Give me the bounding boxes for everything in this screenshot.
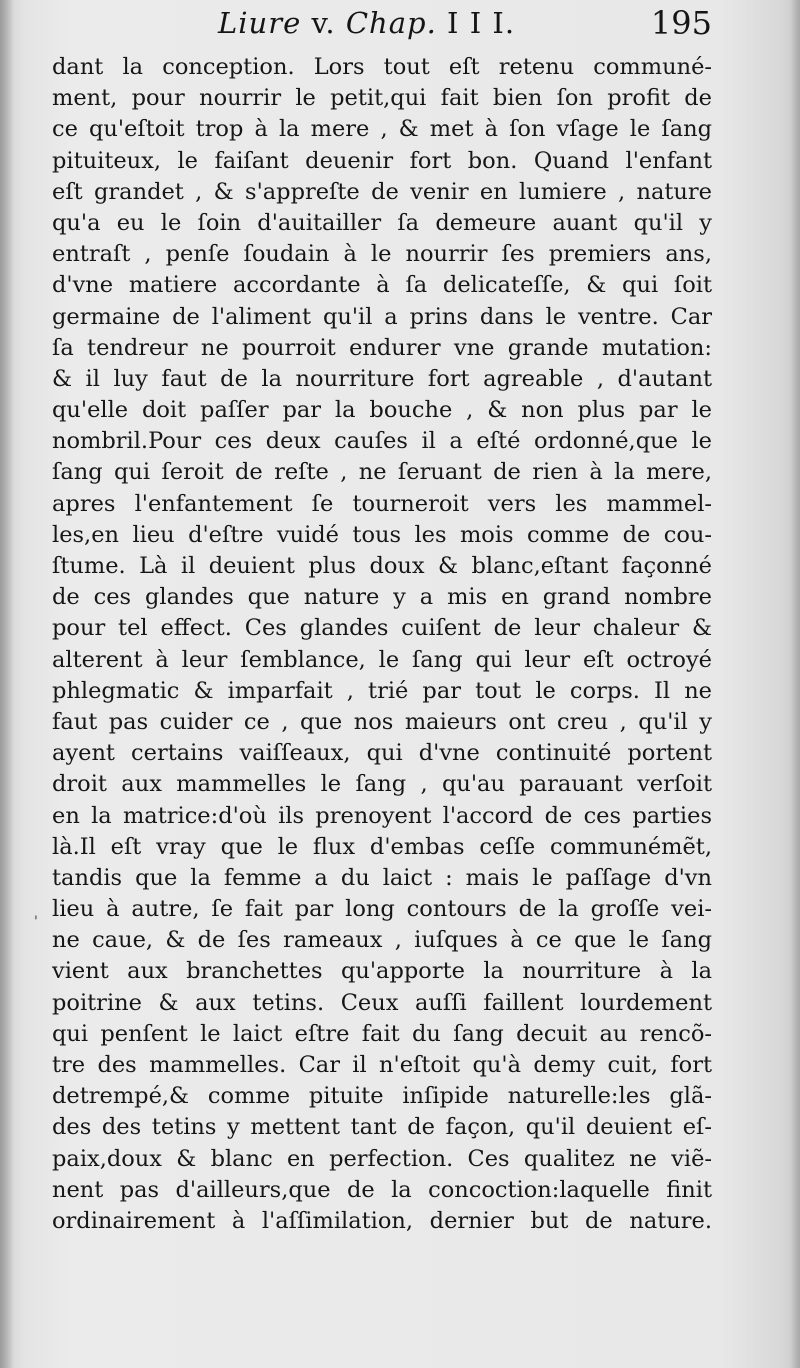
margin-mark: ' xyxy=(34,914,38,930)
text-line: qu'a eu le ſoin d'auitailler ſa demeure auant qu'il y xyxy=(52,209,712,236)
text-line: germaine de l'aliment qu'il a prins dans le ventre. Car xyxy=(52,303,712,330)
text-line: pituiteux, le faiſant deuenir fort bon. Quand l'enfant xyxy=(52,147,712,174)
text-line: en la matrice:d'où ils prenoyent l'accord de ces parties xyxy=(52,802,712,829)
text-line: entraſt , penſe ſoudain à le nourrir ſes premiers ans, xyxy=(52,241,712,268)
text-line: ſtume. Là il deuient plus doux & blanc,eſtant façonné xyxy=(52,553,712,579)
text-line: ſang qui ſeroit de reſte , ne ſeruant de rien à la mere, xyxy=(52,459,712,486)
text-line: ayent certains vaiſſeaux, qui d'vne continuité portent xyxy=(52,740,712,767)
text-line: pour tel effect. Ces glandes cuiſent de leur chaleur & xyxy=(52,615,712,642)
text-line: d'vne matiere accordante à ſa delicateſſe, & qui ſoit xyxy=(52,272,712,299)
text-line: tandis que la femme a du laict : mais le paſſage d'vn xyxy=(52,864,712,891)
running-head xyxy=(218,6,515,40)
running-head-book-number: v. xyxy=(301,6,346,40)
text-line: les,en lieu d'eſtre vuidé tous les mois comme de cou- xyxy=(52,521,712,548)
text-line: tre des mammelles. Car il n'eſtoit qu'à demy cuit, fort xyxy=(52,1052,712,1078)
text-line: ce qu'eſtoit trop à la mere , & met à ſon vſage le ſang xyxy=(52,116,712,143)
body-text xyxy=(52,52,712,1237)
text-line: detrempé,& comme pituite inſipide naturelle:les glã- xyxy=(52,1083,712,1110)
text-line: ne caue, & de ſes rameaux , iuſques à ce que le ſang xyxy=(52,927,712,954)
text-line: poitrine & aux tetins. Ceux auſſi faillent lourdement xyxy=(52,989,712,1016)
text-line: paix,doux & blanc en perfection. Ces qualitez ne viẽ- xyxy=(52,1145,712,1172)
text-line: là.Il eſt vray que le flux d'embas ceſſe communémẽt, xyxy=(52,833,712,860)
text-line: faut pas cuider ce , que nos maieurs ont creu , qu'il y xyxy=(52,708,712,735)
text-line: dant la conception. Lors tout eſt retenu communé- xyxy=(52,54,712,80)
text-line: qui penſent le laict eſtre fait du ſang decuit au rencõ- xyxy=(52,1020,712,1047)
text-line: apres l'enfantement ſe tourneroit vers les mammel- xyxy=(52,490,712,517)
text-line: nent pas d'ailleurs,que de la concoction:laquelle finit xyxy=(52,1176,712,1203)
running-head-livre: Liure xyxy=(218,6,302,40)
text-line: ordinairement à l'aſſimilation, dernier but de nature. xyxy=(52,1207,712,1234)
text-line: des des tetins y mettent tant de façon, qu'il deuient eſ- xyxy=(52,1114,712,1141)
page-number: 195 xyxy=(650,4,712,42)
text-line: droit aux mammelles le ſang , qu'au parauant verſoit xyxy=(52,771,712,798)
text-line: ment, pour nourrir le petit,qui fait bien ſon profit de xyxy=(52,85,712,112)
page-header xyxy=(52,2,712,50)
text-line: lieu à autre, ſe fait par long contours de la groſſe vei- xyxy=(52,896,712,923)
text-line: eſt grandet , & s'appreſte de venir en lumiere , nature xyxy=(52,178,712,205)
text-line: de ces glandes que nature y a mis en grand nombre xyxy=(52,584,712,611)
text-line: qu'elle doit paſſer par la bouche , & non plus par le xyxy=(52,397,712,424)
running-head-chapter: Chap. xyxy=(345,6,437,40)
text-line: ſa tendreur ne pourroit endurer vne grande mutation: xyxy=(52,334,712,361)
text-line: nombril.Pour ces deux cauſes il a eſté ordonné,que le xyxy=(52,428,712,455)
text-line: vient aux branchettes qu'apporte la nourriture à la xyxy=(52,958,712,985)
text-line: alterent à leur ſemblance, le ſang qui leur eſt octroyé xyxy=(52,646,712,673)
text-line: phlegmatic & imparfait , trié par tout le corps. Il ne xyxy=(52,677,712,704)
running-head-chapter-number: I I I. xyxy=(436,6,516,40)
text-line: & il luy faut de la nourriture fort agreable , d'autant xyxy=(52,365,712,392)
